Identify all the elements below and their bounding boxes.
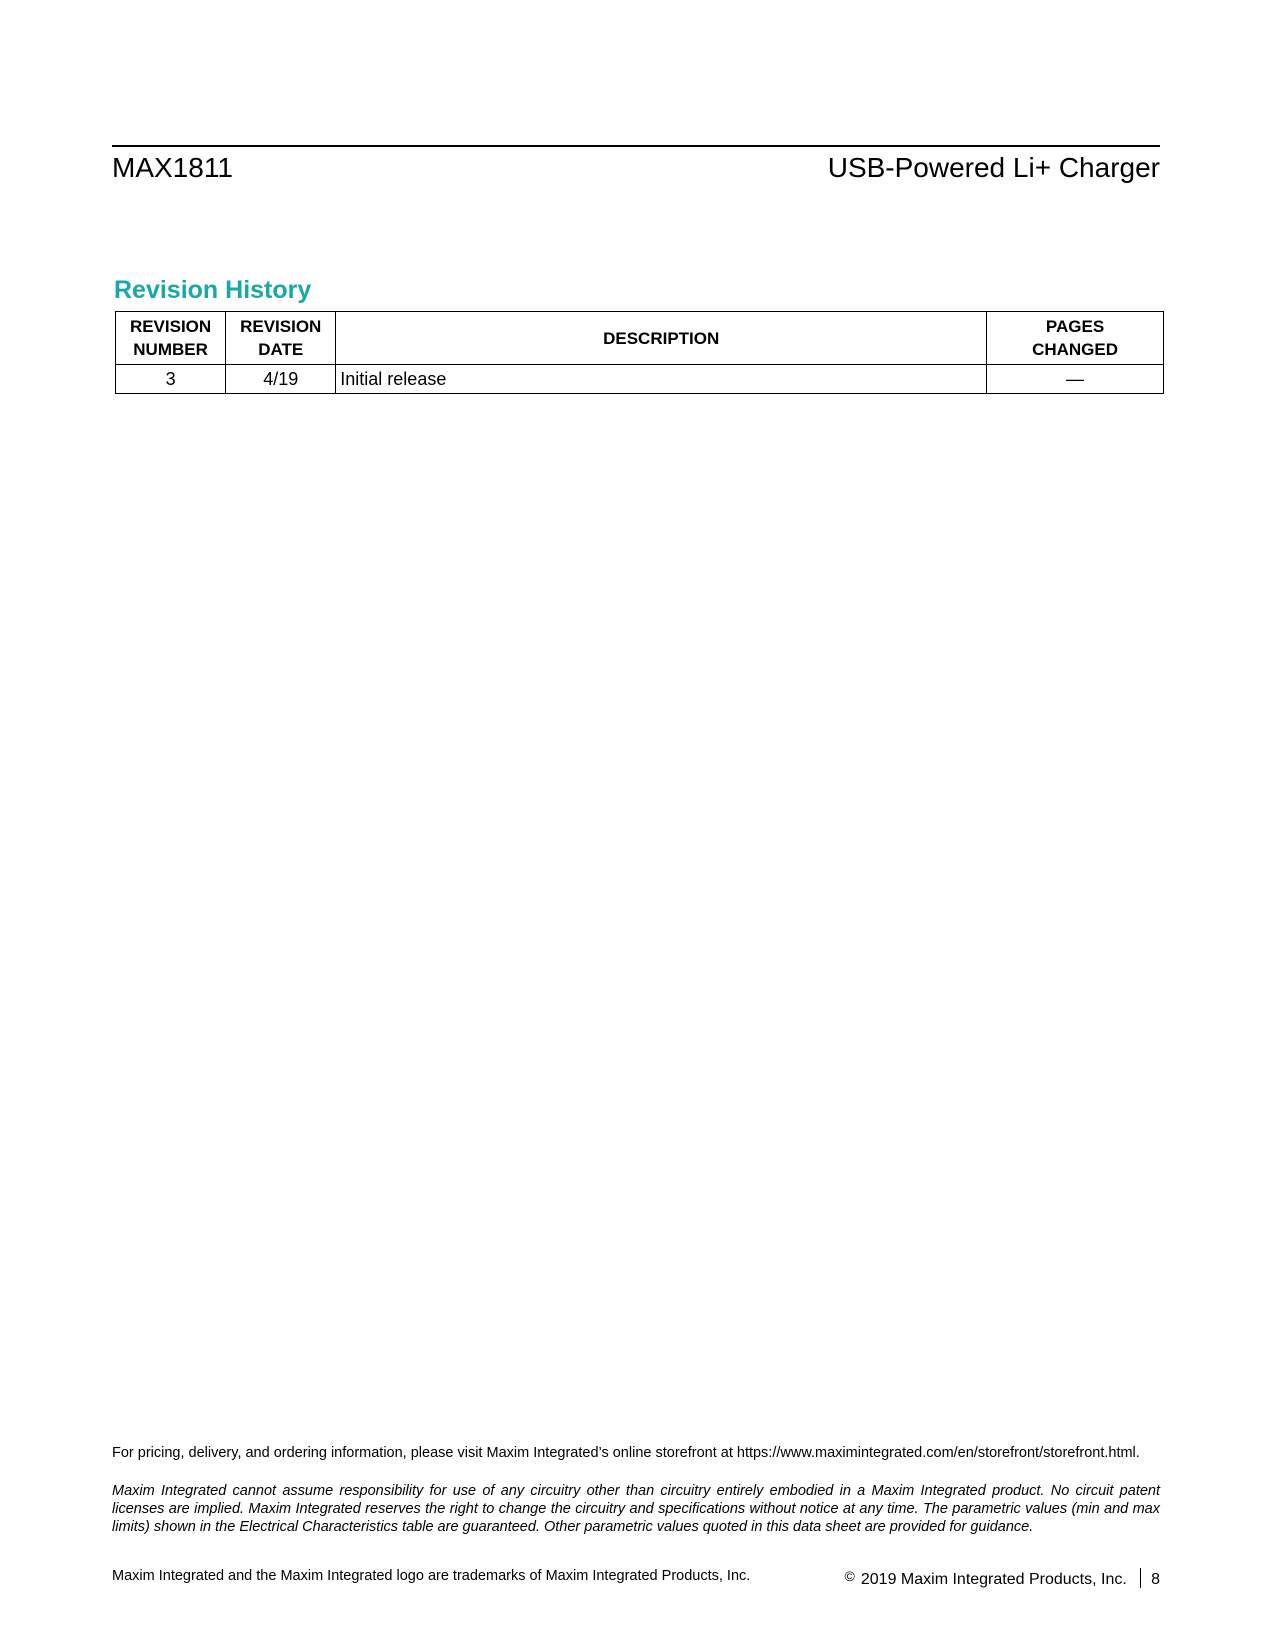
- col-header-text: NUMBER: [133, 340, 208, 359]
- cell-description: Initial release: [336, 365, 987, 394]
- table-header-row: [116, 312, 1164, 365]
- header-rule: [112, 145, 1160, 147]
- col-header-revision-date: [226, 312, 336, 365]
- footer-disclaimer: Maxim Integrated cannot assume responsibility for use of any circuitry other than circuitry entirely embodied in a Maxim Integrated product. No circuit patent licenses are implied. Maxim Integrated reserves the right to change the circuitry and specifications without notice at any time. The parametric values (min and max limits) shown in the Electrical Characteristics table are guaranteed. Other parametric values quoted in this data sheet are provided for guidance.: [112, 1483, 1160, 1535]
- revision-history-table: [115, 311, 1164, 394]
- product-title: USB-Powered Li+ Charger: [827, 152, 1160, 183]
- footer-copyright: [845, 1565, 1160, 1591]
- page-number: 8: [1151, 1571, 1160, 1588]
- cell-revision-date: 4/19: [226, 365, 336, 394]
- footer-separator: [1140, 1568, 1141, 1588]
- section-title: Revision History: [114, 276, 312, 304]
- cell-pages-changed: —: [987, 365, 1164, 394]
- col-header-text: DATE: [258, 340, 304, 359]
- col-header-text: REVISION: [129, 317, 212, 336]
- col-header-text: CHANGED: [1032, 340, 1119, 359]
- footer-bottom: [112, 1565, 1160, 1587]
- col-header-text: PAGES: [1045, 317, 1105, 336]
- cell-revision-number: 3: [116, 365, 226, 394]
- part-number: MAX1811: [112, 152, 233, 183]
- col-header-revision-number: [116, 312, 226, 365]
- col-header-pages-changed: [987, 312, 1164, 365]
- footer-pricing-info: For pricing, delivery, and ordering information, please visit Maxim Integrated’s online storefront at https://www.maximintegrated.com/en/storefront/storefront.html.: [112, 1445, 1140, 1461]
- footer-trademark: Maxim Integrated and the Maxim Integrated logo are trademarks of Maxim Integrated Products, Inc.: [112, 1568, 751, 1584]
- table-row: [116, 365, 1164, 394]
- col-header-description: DESCRIPTION: [336, 312, 987, 365]
- copyright-symbol: ©: [844, 1568, 855, 1584]
- copyright-text: 2019 Maxim Integrated Products, Inc.: [860, 1571, 1127, 1588]
- col-header-text: REVISION: [240, 317, 322, 336]
